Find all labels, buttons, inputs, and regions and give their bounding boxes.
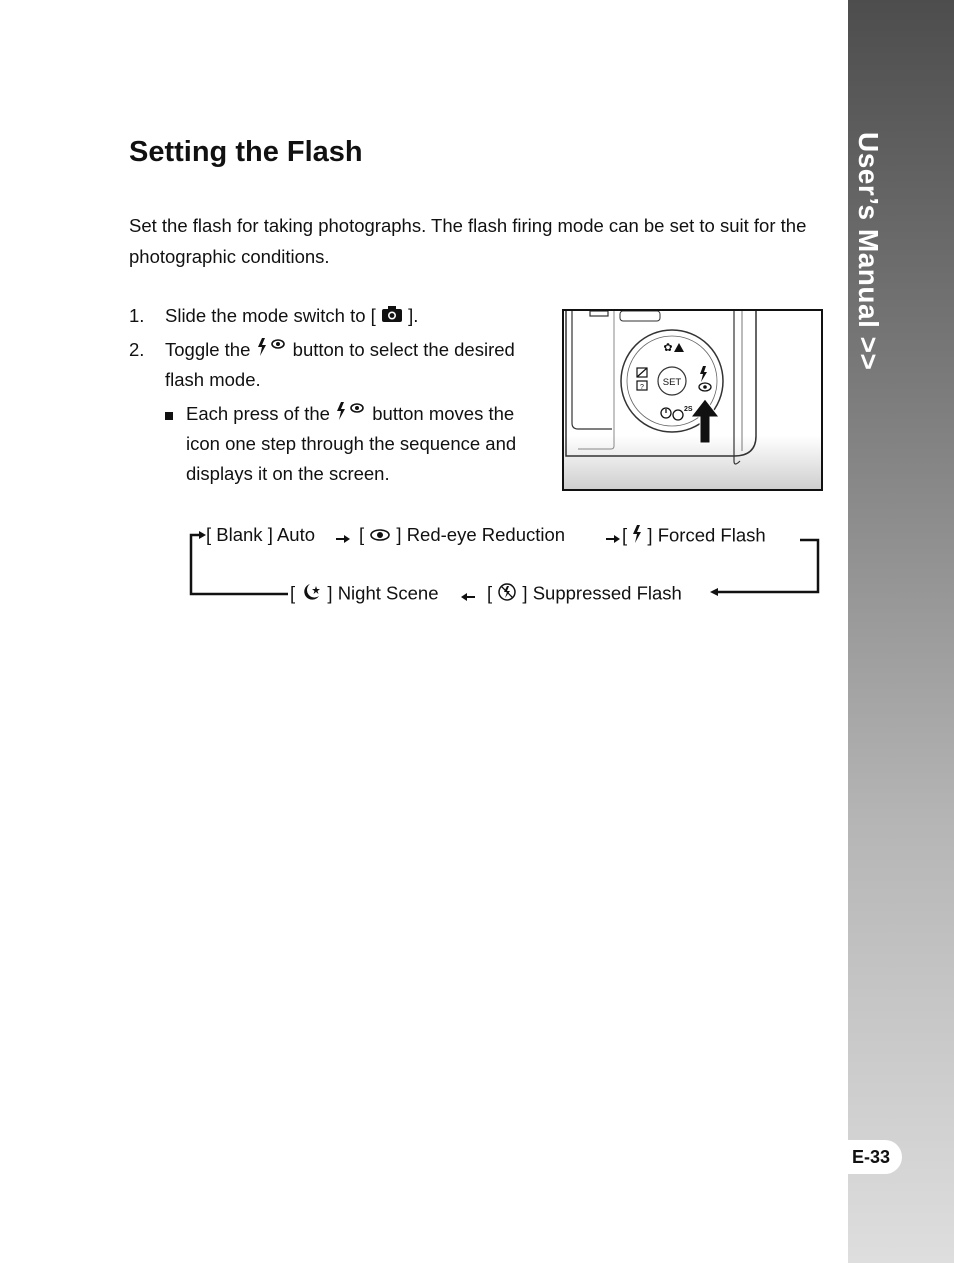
set-label: SET xyxy=(662,377,682,388)
bullet-marker xyxy=(165,412,173,420)
flash-redeye-icon xyxy=(256,336,288,366)
bullet-line-3: displays it on the screen. xyxy=(186,463,390,484)
svg-text:?: ? xyxy=(640,384,644,391)
bracket-text: [ xyxy=(359,524,365,545)
step-text: button to select the desired xyxy=(292,339,515,360)
mode-redeye xyxy=(359,524,565,547)
step-text: ]. xyxy=(408,305,419,326)
camera-back-illustration xyxy=(562,309,823,491)
bracket-text: [ xyxy=(290,582,296,604)
arrow-left-icon xyxy=(461,589,475,607)
bullet-text: button moves the xyxy=(372,403,515,424)
manual-title: User’s Manual >> xyxy=(853,132,884,371)
arrow-right-icon xyxy=(336,531,350,549)
svg-text:✿: ✿ xyxy=(663,341,673,354)
step-text: Toggle the xyxy=(165,339,251,360)
mode-night-scene xyxy=(290,582,439,607)
bullet-line-2: icon one step through the sequence and xyxy=(186,433,517,454)
mode-suppressed-flash xyxy=(487,582,682,607)
step-number: 2. xyxy=(129,339,145,360)
camera-icon xyxy=(381,302,403,332)
flash-off-icon xyxy=(497,582,517,607)
intro-paragraph: Set the flash for taking photographs. The flash firing mode can be set to suit for the photographic conditions. xyxy=(129,215,807,267)
mode-label: ] Suppressed Flash xyxy=(522,582,682,604)
arrow-right-icon xyxy=(606,531,620,549)
night-scene-icon xyxy=(300,582,322,607)
mode-label: ] Red-eye Reduction xyxy=(396,524,566,545)
mode-label: ] Night Scene xyxy=(327,582,439,604)
flash-redeye-icon xyxy=(335,400,367,430)
mode-auto: [ Blank ] Auto xyxy=(206,524,316,545)
step-text: Slide the mode switch to [ xyxy=(165,305,376,326)
timer-label: 2S xyxy=(684,406,693,413)
red-eye-icon xyxy=(369,525,391,547)
bracket-text: [ xyxy=(487,582,493,604)
page-number: E-33 xyxy=(840,1140,902,1174)
page-title: Setting the Flash xyxy=(129,136,363,168)
bracket-text: [ xyxy=(622,524,628,546)
bullet-text: Each press of the xyxy=(186,403,330,424)
flash-icon xyxy=(632,524,642,549)
bullet-line-1 xyxy=(186,399,514,430)
step-number: 1. xyxy=(129,305,145,326)
step-2-line-2: flash mode. xyxy=(165,369,261,390)
mode-forced-flash xyxy=(622,524,766,549)
mode-label: ] Forced Flash xyxy=(647,524,766,546)
